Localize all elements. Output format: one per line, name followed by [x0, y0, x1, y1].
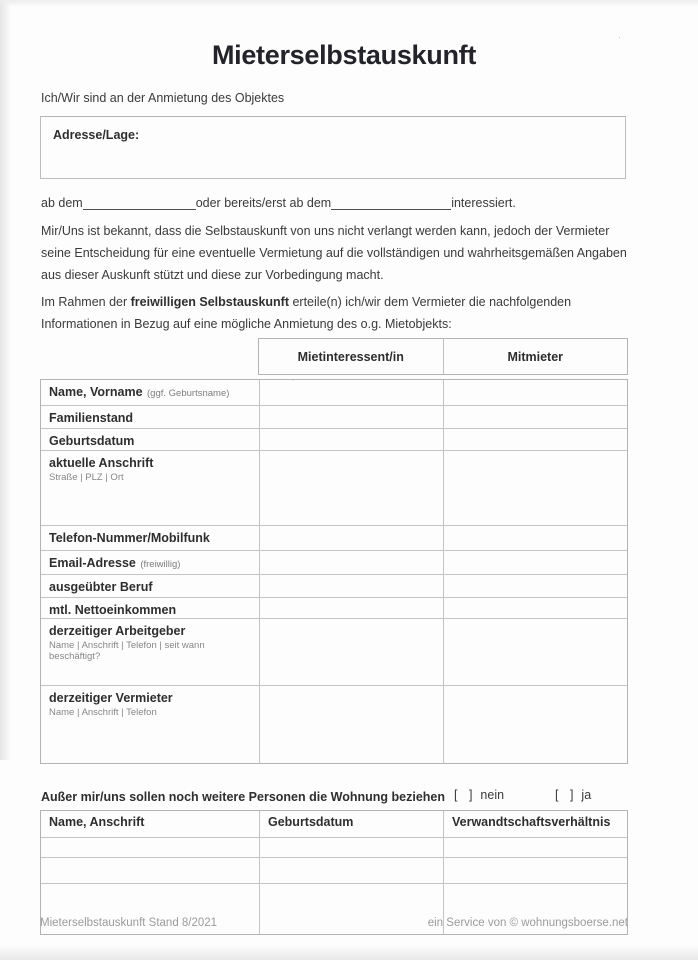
- date-from-field[interactable]: [83, 196, 196, 210]
- cell-name-anschrift[interactable]: [41, 838, 259, 857]
- cell-mietinteressent[interactable]: [259, 575, 443, 597]
- page-footer: [40, 917, 628, 929]
- cell-mietinteressent[interactable]: [259, 686, 443, 763]
- additional-persons-row: [41, 788, 627, 804]
- cell-mietinteressent[interactable]: [259, 619, 443, 685]
- row-sublabel: Name | Anschrift | Telefon: [49, 707, 157, 718]
- row-label: Email-Adresse: [49, 556, 136, 570]
- voluntary-post: erteile(n) ich/wir dem Vermieter die nachfolgenden Informationen in Bezug auf eine mögliche Anmietung des o.g. Mietobjekts:: [41, 295, 572, 331]
- row-note: (ggf. Geburtsname): [147, 388, 230, 399]
- cell-mietinteressent[interactable]: [259, 406, 443, 428]
- cell-mietinteressent[interactable]: [259, 598, 443, 618]
- cell-mietinteressent[interactable]: [259, 526, 443, 550]
- cell-mitmieter[interactable]: [443, 526, 627, 550]
- page-title: Mieterselbstauskunft: [211, 40, 477, 70]
- row-label-cell: [41, 619, 259, 685]
- row-label: Geburtsdatum: [49, 434, 135, 448]
- table-row: [41, 380, 627, 405]
- address-box-field[interactable]: [40, 116, 626, 179]
- row-label-cell: [41, 406, 259, 428]
- cell-mitmieter[interactable]: [443, 619, 627, 685]
- main-table-header: [258, 338, 628, 375]
- cell-mitmieter[interactable]: [443, 551, 627, 574]
- table-row: [41, 525, 627, 550]
- disclosure-paragraph: Mir/Uns ist bekannt, dass die Selbstauskunft von uns nicht verlangt werden kann, jedoch der Vermieter seine Entscheidung für eine eventuelle Vermietung auf die vollständigen und wahrheitsgemäßen Angaben aus dieser Auskunft stützt und diese zur Vorbedingung macht.: [41, 224, 627, 282]
- table-row: [41, 597, 627, 618]
- row-label-cell: [41, 380, 259, 405]
- scan-edge-left: [0, 0, 11, 760]
- voluntary-pre: Im Rahmen der: [41, 295, 131, 309]
- column-header-mitmieter: Mitmieter: [443, 339, 628, 374]
- persons-table-row: [41, 857, 627, 883]
- date-line-part1: ab dem: [41, 196, 83, 210]
- address-box-label: Adresse/Lage:: [53, 128, 140, 142]
- row-label-cell: [41, 575, 259, 597]
- checkbox-ja-label: ja: [581, 788, 592, 802]
- table-row: [41, 405, 627, 428]
- voluntary-bold: freiwilligen Selbstauskunft: [130, 295, 289, 309]
- intro-line: Ich/Wir sind an der Anmietung des Objektes: [41, 91, 285, 105]
- row-sublabel: Name | Anschrift | Telefon | seit wann beschäftigt?: [49, 640, 205, 662]
- row-label: derzeitiger Vermieter: [49, 691, 173, 705]
- row-label-cell: [41, 451, 259, 525]
- row-label-cell: [41, 429, 259, 450]
- voluntary-paragraph: [41, 291, 627, 335]
- date-line-part2: oder bereits/erst ab dem: [195, 196, 332, 210]
- row-label: derzeitiger Arbeitgeber: [49, 624, 186, 638]
- cell-mietinteressent[interactable]: [259, 551, 443, 574]
- footer-version: Mieterselbstauskunft Stand 8/2021: [40, 917, 218, 929]
- persons-col-verwandtschaft: Verwandtschaftsverhältnis: [443, 811, 627, 837]
- table-row: [41, 428, 627, 450]
- cell-name-anschrift[interactable]: [41, 858, 259, 883]
- cell-mietinteressent[interactable]: [259, 451, 443, 525]
- cell-verwandtschaft[interactable]: [443, 838, 627, 857]
- row-label: Familienstand: [49, 411, 134, 425]
- cell-mitmieter[interactable]: [443, 598, 627, 618]
- table-row: [41, 618, 627, 685]
- checkbox-ja-box[interactable]: [ ]: [555, 788, 578, 802]
- column-header-mietinteressent: Mietinteressent/in: [297, 349, 404, 364]
- persons-table-row: [41, 837, 627, 857]
- row-label: mtl. Nettoeinkommen: [49, 603, 177, 617]
- scan-edge-bottom: [0, 945, 698, 960]
- date-line-part3: interessiert.: [451, 196, 516, 210]
- cell-mitmieter[interactable]: [443, 406, 627, 428]
- cell-mitmieter[interactable]: [443, 451, 627, 525]
- cell-geburtsdatum[interactable]: [259, 838, 443, 857]
- scan-edge-top: [0, 0, 698, 7]
- row-label-cell: [41, 686, 259, 763]
- cell-mietinteressent[interactable]: [259, 429, 443, 450]
- cell-geburtsdatum[interactable]: [259, 858, 443, 883]
- row-label-cell: [41, 598, 259, 618]
- scan-speck: ·: [292, 376, 295, 385]
- date-alt-field[interactable]: [331, 196, 451, 210]
- table-row: [41, 685, 627, 763]
- row-label: Name, Vorname: [49, 385, 143, 399]
- row-note: (freiwillig): [140, 559, 181, 570]
- date-line: [41, 196, 516, 210]
- row-label-cell: [41, 551, 259, 574]
- table-row: [41, 550, 627, 574]
- cell-mitmieter[interactable]: [443, 429, 627, 450]
- checkbox-nein-box[interactable]: [ ]: [454, 788, 477, 802]
- scan-speck: ·: [618, 32, 621, 42]
- footer-service: ein Service von © wohnungsboerse.net: [427, 917, 628, 929]
- additional-persons-question: Außer mir/uns sollen noch weitere Personen die Wohnung beziehen: [41, 790, 445, 804]
- table-row: [41, 574, 627, 597]
- row-label-cell: [41, 526, 259, 550]
- checkbox-ja[interactable]: [555, 788, 591, 802]
- row-label: ausgeübter Beruf: [49, 580, 153, 594]
- cell-mitmieter[interactable]: [443, 575, 627, 597]
- persons-col-geburtsdatum: Geburtsdatum: [259, 811, 443, 837]
- persons-table-header-row: [41, 811, 627, 837]
- row-sublabel: Straße | PLZ | Ort: [49, 472, 124, 483]
- cell-mitmieter[interactable]: [443, 380, 627, 405]
- table-row: [41, 450, 627, 525]
- cell-verwandtschaft[interactable]: [443, 858, 627, 883]
- cell-mietinteressent[interactable]: [259, 380, 443, 405]
- main-table-body: [40, 379, 628, 764]
- row-label: Telefon-Nummer/Mobilfunk: [49, 531, 210, 545]
- cell-mitmieter[interactable]: [443, 686, 627, 763]
- checkbox-nein-label: nein: [480, 788, 505, 802]
- persons-col-name: Name, Anschrift: [49, 815, 145, 829]
- row-label: aktuelle Anschrift: [49, 456, 154, 470]
- checkbox-nein[interactable]: [454, 788, 504, 802]
